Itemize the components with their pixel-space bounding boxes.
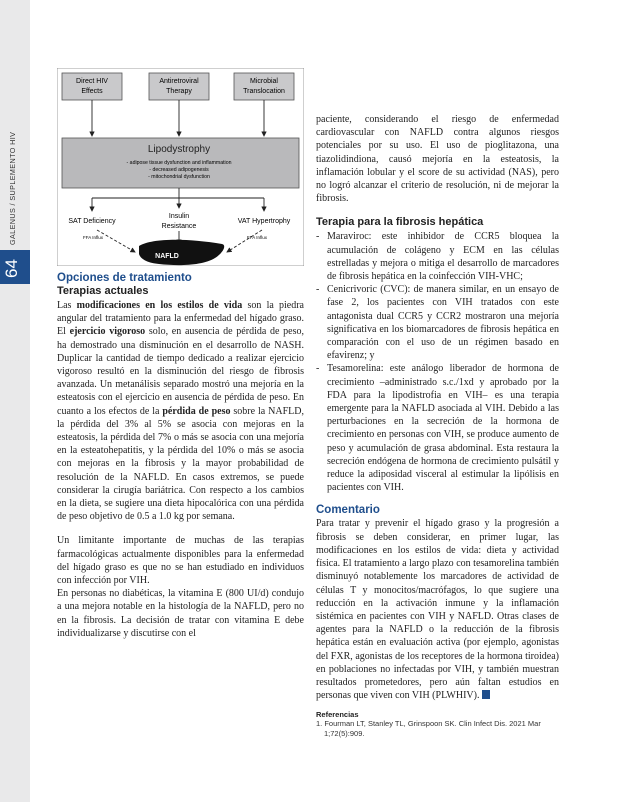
references-heading: Referencias [316,710,359,720]
lipo-bullet-2: - decreased adipogenesis [149,167,209,173]
box2-line2: Therapy [166,88,192,95]
insulin-line2: Resistance [161,223,197,230]
left-column [57,272,304,640]
box2-line1: Antiretroviral [159,78,199,85]
box1-line2: Effects [81,88,103,95]
vat-label: VAT Hypertrophy [237,218,291,225]
lipo-title: Lipodystrophy [147,144,211,155]
heading-treatment-options: Opciones de tratamiento [57,272,192,284]
lipo-bullet-3: - mitochondrial dysfunction [148,174,210,180]
nafld-label: NAFLD [155,253,179,260]
end-mark-icon [482,690,490,699]
subheading-fibrosis-therapy: Terapia para la fibrosis hepática [316,216,484,229]
ffa-left: FFA Influx [83,235,104,240]
heading-comment: Comentario [316,504,380,517]
paragraph-limitations: Un limitante importante de muchas de las terapias farmacológicas actualmente disponibles para la enfermedad del hígado graso es que no se han estudiado en individuos con infección por VIH. [57,535,304,587]
page-number: 64 [2,259,21,278]
reference-1: 1. Fourman LT, Stanley TL, Grinspoon SK. Clin Infect Dis. 2021 Mar 1;72(5):909. [316,719,541,739]
list-item: - Cenicrivoric (CVC): de manera similar, en un ensayo de fase 2, los pacientes con VIH tratados con este antagonista dual CCR5 y CCR2 mostraron una mejoría significativa en los biomarcadores de fibrosis hepática en comparación con el uso de un régimen basado en efavirenz; y [316,283,559,362]
sat-label: SAT Deficiency [68,218,116,225]
ffa-right: FFA Influx [247,235,268,240]
paragraph-comment: Para tratar y prevenir el hígado graso y la progresión a fibrosis se deben considerar, en primer lugar, las modificaciones en los estilos de vida: dieta y actividad física. El tratamiento a largo plazo con tesamorelina también disminuyó notablemente los marcadores de actividad de células T y monocitos/macrófagos, lo que sugiere una reducción en la activación inmune y la inflamación sistémica en pacientes con VIH y NAFLD. Otras clases de agentes para la NAFLD o la reducción de la fibrosis hepática están en evaluación activa (por ejemplo, agonistas del FXR, agonistas de los receptores de la hormona tiroidea) en poblaciones no infectadas por VIH, y también muestran resultados prometedores, pero aún faltan estudios en personas que viven con VIH (PLWHIV). [316,518,559,702]
page-number-tab [0,250,30,284]
right-column [316,113,559,739]
subheading-current-therapies: Terapias actuales [57,285,149,297]
paragraph-lifestyle: Las modificaciones en los estilos de vida son la piedra angular del tratamiento para la enfermedad del hígado graso. El ejercicio vigoroso solo, en ausencia de pérdida de peso, ha demostrado una disminución en el desarrollo de NASH. Duplicar la cantidad de tiempo dedicado a realizar ejercicio vigoroso resultó en la disminución del riesgo de fibrosis avanzada. Un metanálisis separado mostró una mejoría en la esteatosis con el ejercicio en ausencia de pérdida de peso. En cuanto a los efectos de la pérdida de peso sobre la NAFLD, la pérdida del 3% al 5% se asocia con mejoras en la esteatosis, la pérdida del 7% o más se asocia con una mejoría en la esteatohepatitis, y la pérdida del 10% o más se asocia con mejoras en la fibrosis y la mayor probabilidad de resolución de la NAFLD. En casos extremos, se puede considerar la cirugía bariátrica. Con respecto a los cambios en la dieta, se sugiere una dieta hipocalórica con una pérdida de peso objetivo de 0.5 a 1.0 kg por semana. [57,300,305,523]
list-item: - Maraviroc: este inhibidor de CCR5 bloquea la acumulación de colágeno y ECM en las células estrelladas y mejora o mitiga el desarrollo de marcadores de fibrosis hepática en la coinfección VIH-VHC; [316,230,559,283]
paragraph-vitamin-e: En personas no diabéticas, la vitamina E (800 UI/d) condujo a una mejora notable en la histología de la NAFLD, pero no en la fibrosis. La decisión de tratar con vitamina E debe individualizarse y discutirse con el [57,588,304,639]
therapy-list [316,230,559,494]
insulin-line1: Insulin [168,213,190,220]
lipo-bullet-1: - adipose tissue dysfunction and inflammation [126,160,232,166]
paragraph-continuation: paciente, considerando el riesgo de enfermedad cardiovascular con NAFLD contra algunos riesgos potenciales por su uso. El uso de pioglitazona, una tiazolidindiona, causó mejoría en la esteatosis, la inflamación lobular y el score de su actividad (NAS), pero no logró alcanzar el criterio de resolución, ni de mejorar la fibrosis. [316,114,559,205]
lipodystrophy-figure [57,68,304,266]
box1-line1: Direct HIV [76,78,108,85]
list-item: - Tesamorelina: este análogo liberador de hormona de crecimiento –administrado s.c./1xd y aprobado por la FDA para la lipodistrofia en VIH– es una terapia emergente para la NAFLD asociada al VIH. Debido a las perturbaciones en la secreción de la hormona de crecimiento en personas con VIH, se produce aumento de peso y acumulación de grasa abdominal. Esta restaura la secreción endógena de hormona de crecimiento pulsátil y reduce la adiposidad visceral al estimular la lipólisis en pacientes con VIH. [316,362,559,494]
box3-line2: Translocation [243,88,285,95]
box3-line1: Microbial [249,78,279,85]
journal-name: GALENUS / SUPLEMENTO HIV [8,131,17,245]
